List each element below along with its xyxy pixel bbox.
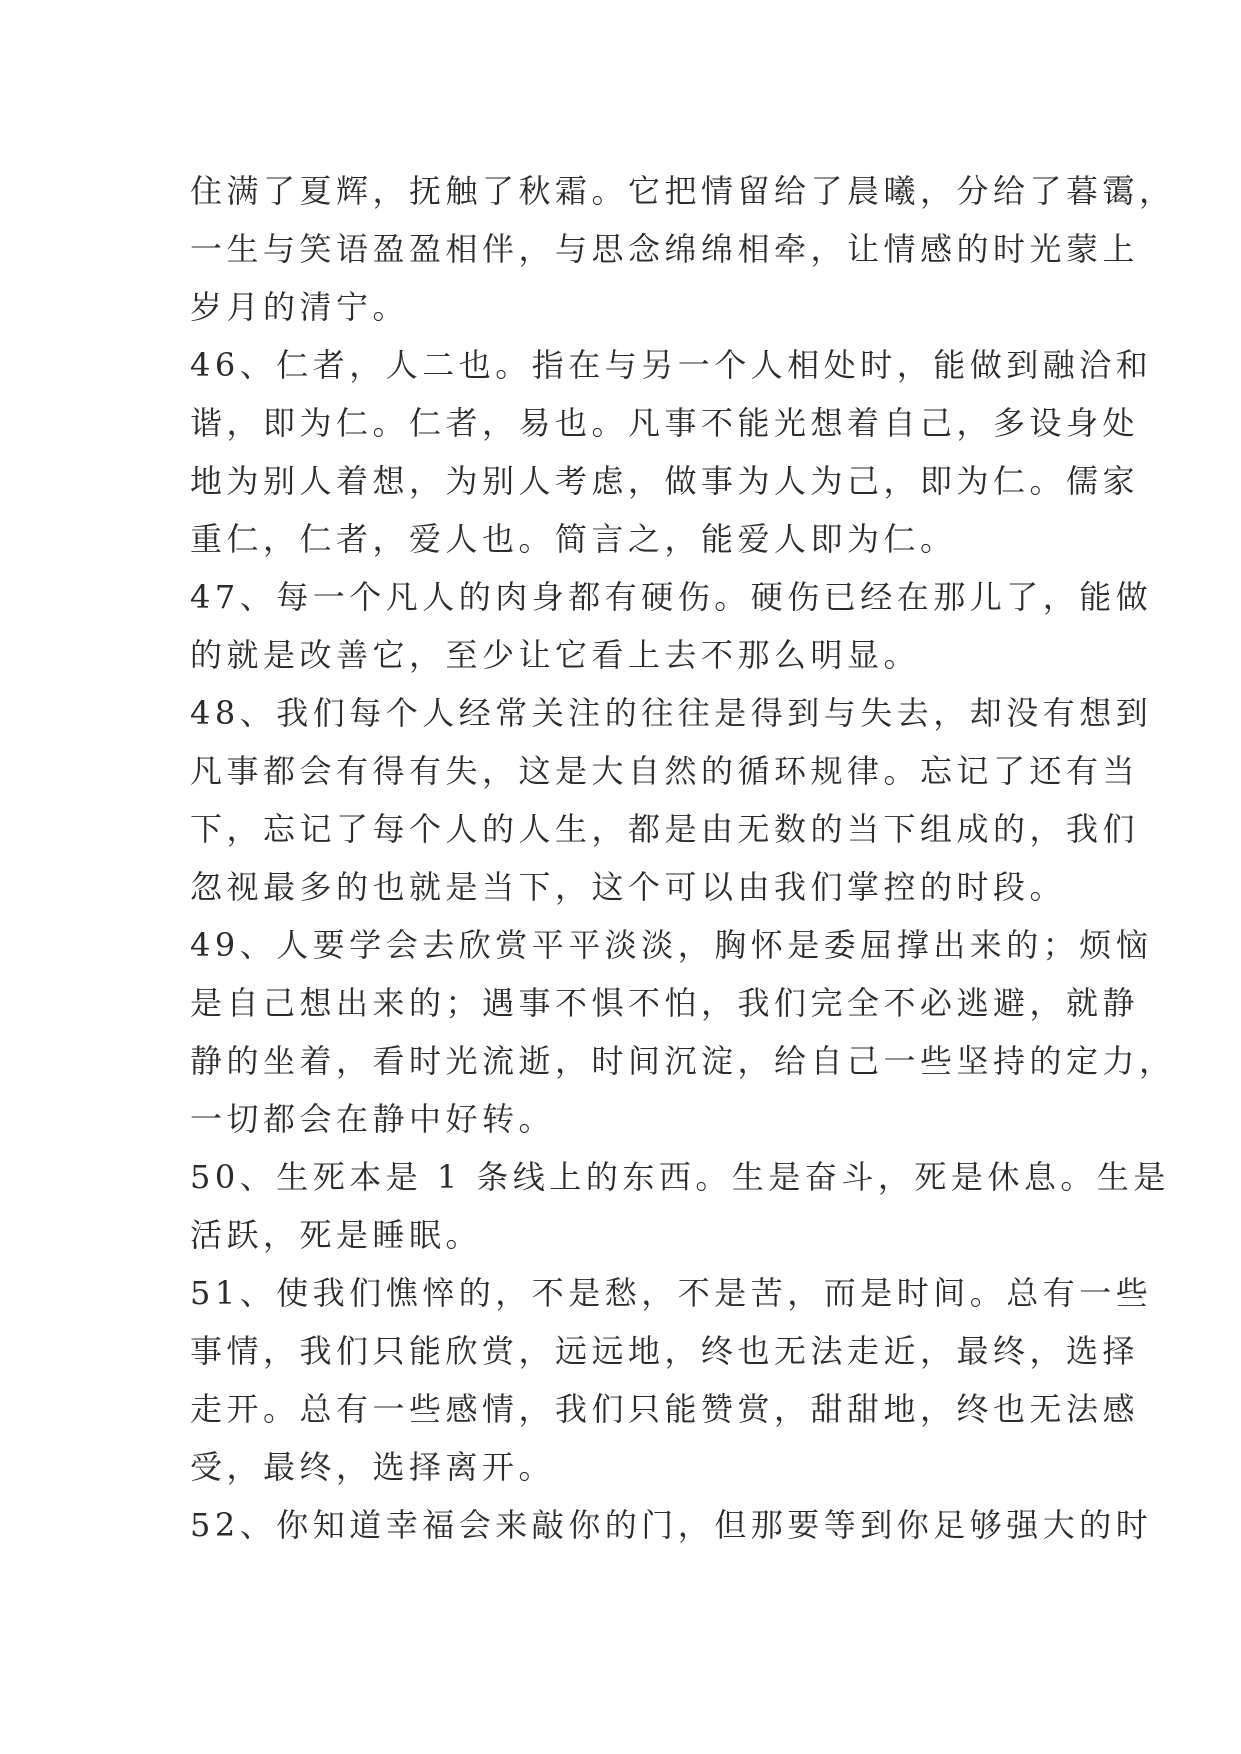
text-line: 忽视最多的也就是当下，这个可以由我们掌控的时段。 — [190, 868, 1067, 906]
text-line: 走开。总有一些感情，我们只能赞赏，甜甜地，终也无法感 — [190, 1390, 1140, 1428]
text-line: 住满了夏辉，抚触了秋霜。它把情留给了晨曦，分给了暮霭， — [190, 172, 1176, 210]
text-line: 地为别人着想，为别人考虑，做事为人为己，即为仁。儒家 — [190, 462, 1140, 500]
text-line: 事情，我们只能欣赏，远远地，终也无法走近，最终，选择 — [190, 1332, 1140, 1370]
text-line: 是自己想出来的；遇事不惧不怕，我们完全不必逃避，就静 — [190, 984, 1140, 1022]
text-line: 凡事都会有得有失，这是大自然的循环规律。忘记了还有当 — [190, 752, 1140, 790]
text-line: 谐，即为仁。仁者，易也。凡事不能光想着自己，多设身处 — [190, 404, 1140, 442]
text-line: 岁月的清宁。 — [190, 288, 410, 326]
text-line: 52、你知道幸福会来敲你的门，但那要等到你足够强大的时 — [190, 1506, 1153, 1544]
text-line: 活跃，死是睡眠。 — [190, 1216, 483, 1254]
text-line: 46、仁者，人二也。指在与另一个人相处时，能做到融洽和 — [190, 346, 1153, 384]
text-line: 48、我们每个人经常关注的往往是得到与失去，却没有想到 — [190, 694, 1153, 732]
text-line: 49、人要学会去欣赏平平淡淡，胸怀是委屈撑出来的；烦恼 — [190, 926, 1153, 964]
text-line: 受，最终，选择离开。 — [190, 1448, 556, 1486]
text-line: 重仁，仁者，爱人也。简言之，能爱人即为仁。 — [190, 520, 957, 558]
document-body — [190, 162, 1176, 1554]
text-line: 一切都会在静中好转。 — [190, 1100, 556, 1138]
text-line: 的就是改善它，至少让它看上去不那么明显。 — [190, 636, 921, 674]
text-line: 静的坐着，看时光流逝，时间沉淀，给自己一些坚持的定力， — [190, 1042, 1176, 1080]
text-line: 一生与笑语盈盈相伴，与思念绵绵相牵，让情感的时光蒙上 — [190, 230, 1140, 268]
text-line: 50、生死本是 1 条线上的东西。生是奋斗，死是休息。生是 — [190, 1158, 1170, 1196]
text-line: 下，忘记了每个人的人生，都是由无数的当下组成的，我们 — [190, 810, 1140, 848]
text-line: 47、每一个凡人的肉身都有硬伤。硬伤已经在那儿了，能做 — [190, 578, 1153, 616]
text-line: 51、使我们憔悴的，不是愁，不是苦，而是时间。总有一些 — [190, 1274, 1153, 1312]
